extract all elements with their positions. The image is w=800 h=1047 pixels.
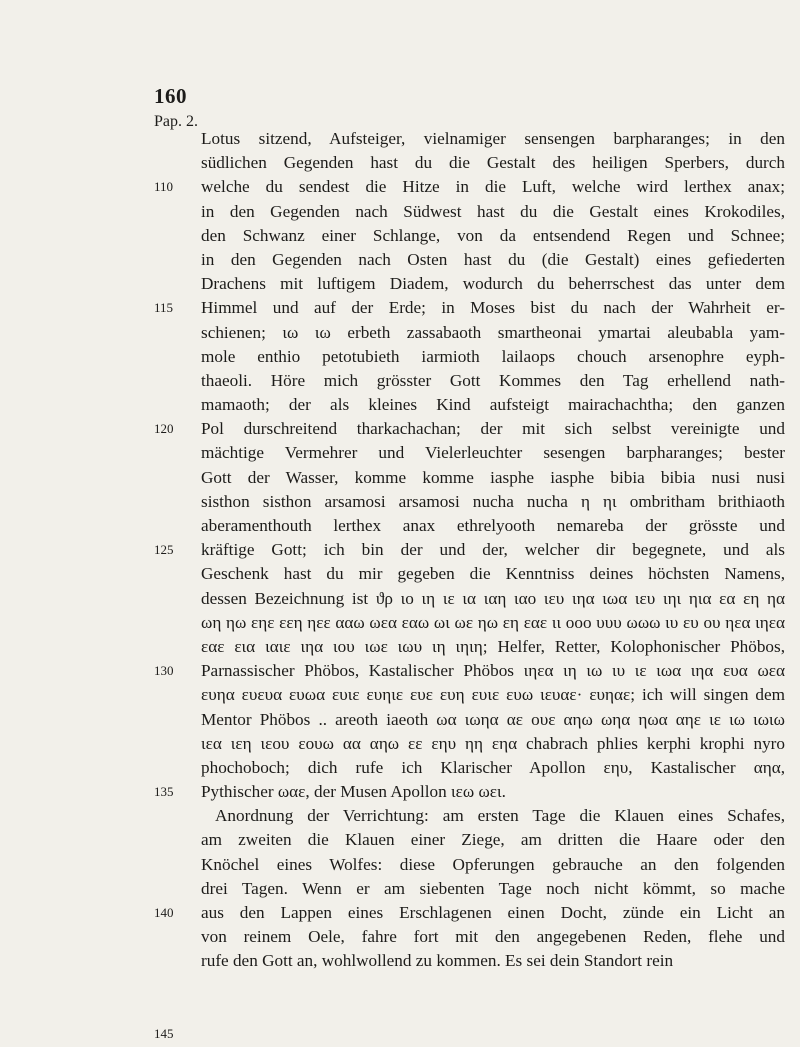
text-line: dessen Bezeichnung ist ϑρ ιο ιη ιε ια ιαη ιαο ιευ ιηα ιωα ιευ ιηι ηια εα εη ηα (201, 588, 785, 608)
line-number: 130 (154, 663, 174, 679)
text-line: phochoboch; dich rufe ich Klarischer Apollon εηυ, Kastalischer αηα, (201, 757, 785, 777)
text-line: in den Gegenden nach Osten hast du (die Gestalt) eines gefiederten (201, 249, 785, 269)
text-line: Anordnung der Verrichtung: am ersten Tage die Klauen eines Schafes, (215, 806, 785, 826)
text-line: mole enthio petotubieth iarmioth lailaops chouch arsenophre eyph- (201, 346, 785, 366)
text-line: sisthon sisthon arsamosi arsamosi nucha nucha η ηι ombritham brithiaoth (201, 491, 785, 511)
text-line: in den Gegenden nach Südwest hast du die Gestalt eines Krokodiles, (201, 201, 785, 221)
body-text (201, 127, 785, 974)
line-number: 110 (154, 179, 174, 195)
text-line: Parnassischer Phöbos, Kastalischer Phöbos ιηεα ιη ιω ιυ ιε ιωα ιηα ευα ωεα (201, 661, 785, 681)
line-number: 140 (154, 905, 174, 921)
text-line: εαε εια ιαιε ιηα ιου ιωε ιωυ ιη ιηιη; Helfer, Retter, Kolophonischer Phöbos, (201, 636, 785, 656)
text-line: schienen; ιω ιω erbeth zassabaoth smartheonai ymartai aleubabla yam- (201, 322, 785, 342)
page-number: 160 (154, 84, 187, 108)
text-line: Knöchel eines Wolfes: diese Opferungen gebrauche an den folgenden (201, 854, 785, 874)
text-line: aus den Lappen eines Erschlagenen einen Docht, zünde ein Licht an (201, 903, 785, 922)
text-line: Pol durschreitend tharkachachan; der mit sich selbst vereinigte und (201, 419, 785, 439)
line-number: 125 (154, 542, 174, 558)
text-line: Mentor Phöbos .. areoth iaeoth ωα ιωηα αε ουε αηω ωηα ηωα αηε ιε ιω ιωιω (201, 709, 785, 729)
text-line: Himmel und auf der Erde; in Moses bist du nach der Wahrheit er- (201, 298, 785, 318)
text-line: welche du sendest die Hitze in die Luft, welche wird lerthex anax; (201, 177, 785, 197)
line-number: 120 (154, 421, 174, 437)
text-line: ωη ηω εηε εεη ηεε ααω ωεα εαω ωι ωε ηω εη εαε ιι οοο υυυ ωωω ιυ ευ ου ηεα ιηεα (201, 612, 785, 632)
line-number: 145 (154, 1026, 174, 1042)
line-number: 135 (154, 784, 174, 800)
text-line: ευηα ευευα ευωα ευιε ευηιε ευε ευη ευιε ευω ιευαε· ευηαε; ich will singen dem (201, 685, 785, 705)
text-line: Gott der Wasser, komme komme iasphe iasphe bibia bibia nusi nusi (201, 467, 785, 487)
text-line: mächtige Vermehrer und Vielerleuchter sesengen barpharanges; bester (201, 443, 785, 463)
line-number: 115 (154, 300, 174, 316)
text-line: Lotus sitzend, Aufsteiger, vielnamiger sensengen barpharanges; in den (201, 129, 785, 148)
text-line: ιεα ιεη ιεου εουω αα αηω εε εηυ ηη εηα chabrach phlies kerphi krophi nyro (201, 733, 785, 753)
text-line: Pythischer ωαε, der Musen Apollon ιεω ωει. (201, 782, 506, 802)
text-line: aberamenthouth lerthex anax ethrelyooth nemareba der grösste und (201, 516, 785, 535)
text-line: von reinem Oele, fahre fort mit den angegebenen Reden, flehe und (201, 927, 785, 947)
text-line: am zweiten die Klauen einer Ziege, am dritten die Haare oder den (201, 830, 785, 850)
text-line: Geschenk hast du mir gegeben die Kenntniss deines höchsten Namens, (201, 564, 785, 584)
papyrus-reference: Pap. 2. (154, 113, 198, 130)
text-line: drei Tagen. Wenn er am siebenten Tage noch nicht kömmt, so mache (201, 878, 785, 898)
text-line: mamaoth; der als kleines Kind aufsteigt mairachachtha; den ganzen (201, 395, 785, 415)
text-line: südlichen Gegenden hast du die Gestalt des heiligen Sperbers, durch (201, 153, 785, 173)
text-line: rufe den Gott an, wohlwollend zu kommen. Es sei dein Standort rein (201, 951, 674, 971)
text-line: kräftige Gott; ich bin der und der, welcher dir begegnete, und als (201, 540, 785, 560)
text-line: den Schwanz einer Schlange, von da entsendend Regen und Schnee; (201, 225, 785, 245)
text-line: thaeoli. Höre mich grösster Gott Kommes den Tag erhellend nath- (201, 370, 785, 390)
text-line: Drachens mit luftigem Diadem, wodurch du beherrschest das unter dem (201, 274, 785, 294)
